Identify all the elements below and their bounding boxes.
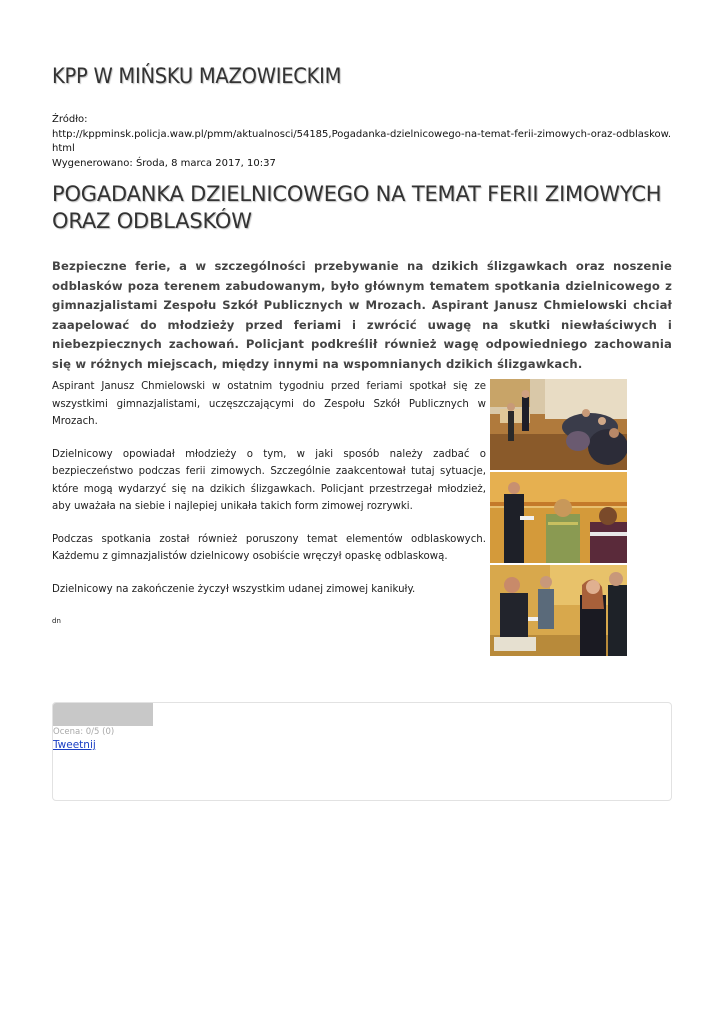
source-label: Źródło: xyxy=(52,114,88,125)
article-lead: Bezpieczne ferie, a w szczególności przebywanie na dzikich ślizgawkach oraz noszenie odblasków poza terenem zabudowanym, było głównym tematem spotkania dzielnicowego z gimnazjalistami Zespołu Szkół Publicznych w Mrozach. Aspirant Janusz Chmielowski chciał zaapelować do młodzieży przed feriami i zwrócić uwagę na skutki niewłaściwych i niebezpiecznych zachowań. Policjant podkreślił również wagę odpowiedniego zachowania się w różnych miejscach, między innymi na wspomnianych dzikich ślizgawkach. xyxy=(52,259,672,371)
article-body xyxy=(52,378,486,631)
rating-text: Ocena: 0/5 (0) xyxy=(53,727,115,737)
generated-date: Wygenerowano: Środa, 8 marca 2017, 10:37 xyxy=(52,157,276,169)
article-title: POGADANKA DZIELNICOWEGO NA TEMAT FERII ZIMOWYCH ORAZ ODBLASKÓW xyxy=(52,182,662,233)
signature: dn xyxy=(52,617,61,625)
paragraph-4: Dzielnicowy na zakończenie życzył wszystkim udanej zimowej kanikuły. xyxy=(52,583,416,595)
site-title: KPP W MIŃSKU MAZOWIECKIM xyxy=(52,64,342,88)
photo-officer-speaking[interactable] xyxy=(490,472,627,563)
meta-info xyxy=(52,113,676,171)
paragraph-3: Podczas spotkania został również poruszony temat elementów odblaskowych. Każdemu z gimnazjalistów dzielnicowy osobiście wręczył opaskę odblaskową. xyxy=(52,533,486,562)
rating-stars-bar[interactable] xyxy=(53,703,153,726)
photo-gallery xyxy=(490,379,627,658)
tweet-link[interactable]: Tweetnij xyxy=(53,739,96,751)
photo-handing-bands[interactable] xyxy=(490,565,627,656)
source-url: http://kppminsk.policja.waw.pl/pmm/aktualnosci/54185,Pogadanka-dzielnicowego-na-temat-ferii-zimowych-oraz-odblaskow.html xyxy=(52,128,672,154)
photo-classroom[interactable] xyxy=(490,379,627,470)
paragraph-1: Aspirant Janusz Chmielowski w ostatnim tygodniu przed feriami spotkał się ze wszystkimi gimnazjalistami, uczęszczającymi do Zespołu Szkół Publicznych w Mrozach. xyxy=(52,381,486,427)
rating-panel xyxy=(52,702,672,801)
paragraph-2: Dzielnicowy opowiadał młodzieży o tym, w jaki sposób należy zadbać o bezpieczeństwo podczas ferii zimowych. Szczególnie zaakcentował tutaj sytuacje, które mogą wydarzyć się na dzikich ślizgawkach. Policjant przestrzegał młodzież, aby uważała na siebie i najlepiej unikała takich form zimowej rozrywki. xyxy=(52,448,486,512)
